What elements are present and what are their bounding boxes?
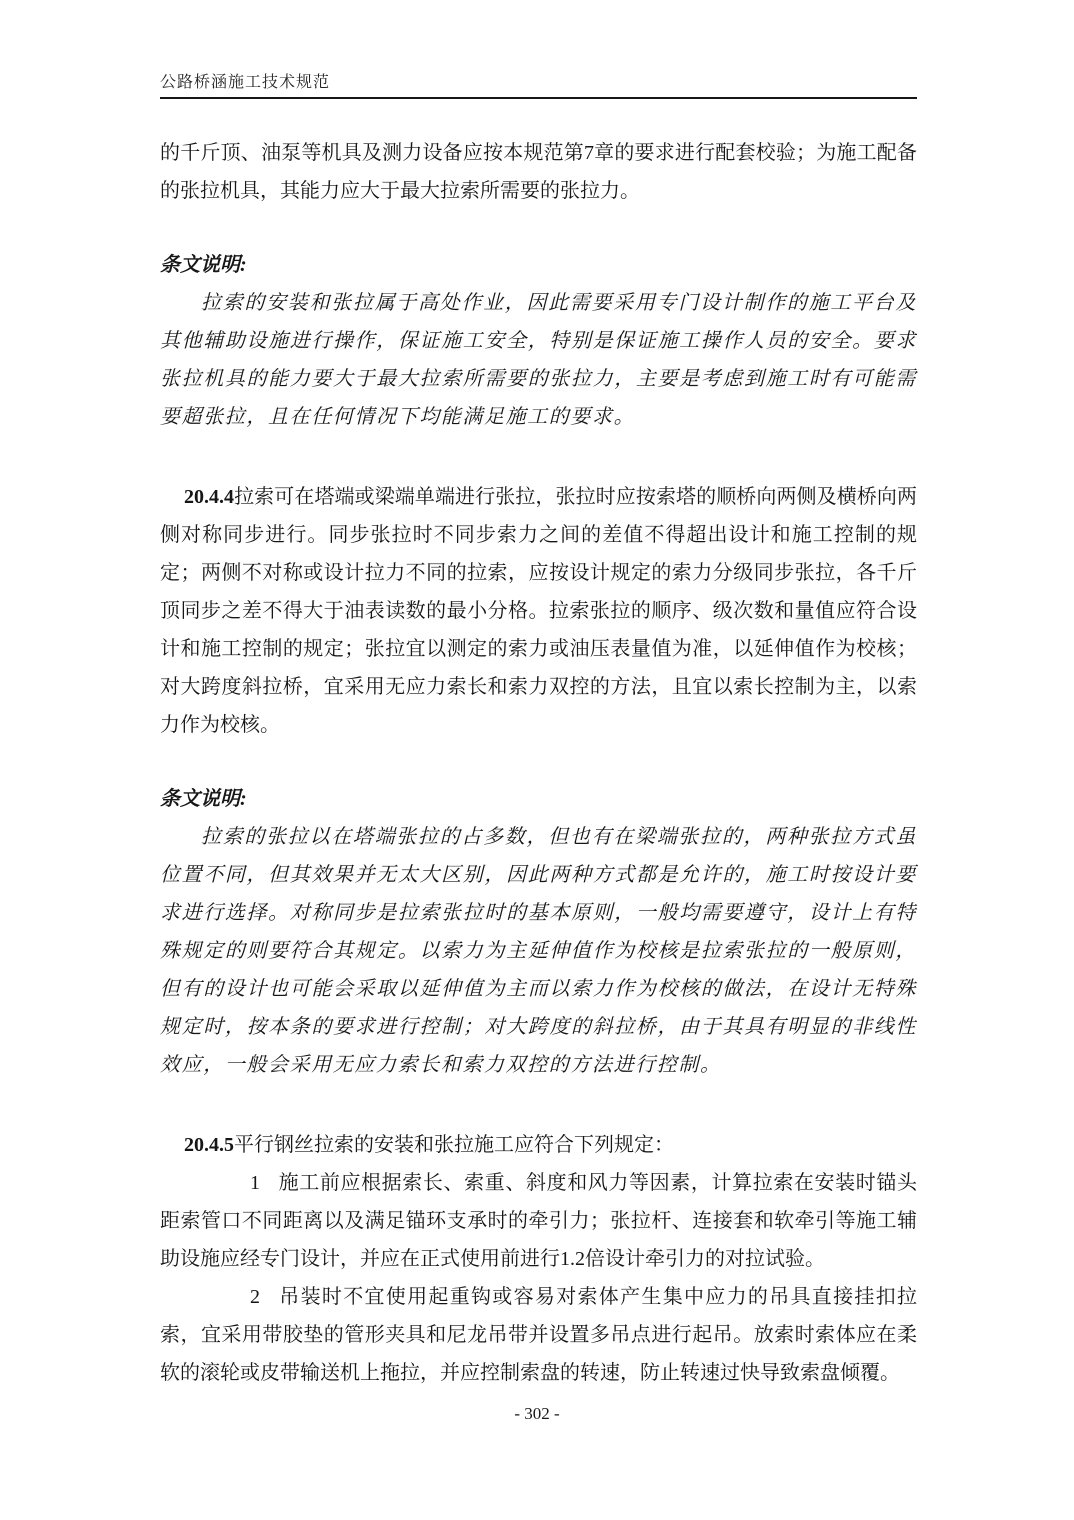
commentary-heading-2: 条文说明: <box>160 788 247 810</box>
item-text: 施工前应根据索长、索重、斜度和风力等因素，计算拉索在安装时锚头距索管口不同距离以及满足锚环支承时的牵引力；张拉杆、连接套和软牵引等施工辅助设施应经专门设计，并应在正式使用前进行1.2倍设计牵引力的对拉试验。 <box>160 1172 917 1270</box>
list-item-1 <box>160 1164 917 1278</box>
page-footer <box>0 1402 1074 1426</box>
clause-20-4-4 <box>160 478 917 744</box>
document-body <box>160 134 917 1392</box>
commentary-paragraph-1: 拉索的安装和张拉属于高处作业，因此需要采用专门设计制作的施工平台及其他辅助设施进行操作，保证施工安全，特别是保证施工操作人员的安全。要求张拉机具的能力要大于最大拉索所需要的张拉力，主要是考虑到施工时有可能需要超张拉，且在任何情况下均能满足施工的要求。 <box>160 292 917 428</box>
commentary-heading-1: 条文说明: <box>160 254 247 276</box>
list-item-2 <box>160 1278 917 1392</box>
item-number: 1 <box>250 1172 260 1194</box>
item-number: 2 <box>250 1286 260 1308</box>
page-header <box>160 74 917 99</box>
page-number: - 302 - <box>514 1404 560 1423</box>
clause-text: 平行钢丝拉索的安装和张拉施工应符合下列规定： <box>234 1134 674 1156</box>
header-title: 公路桥涵施工技术规范 <box>160 74 331 91</box>
clause-text: 拉索可在塔端或梁端单端进行张拉，张拉时应按索塔的顺桥向两侧及横桥向两侧对称同步进行。同步张拉时不同步索力之间的差值不得超出设计和施工控制的规定；两侧不对称或设计拉力不同的拉索，应按设计规定的索力分级同步张拉，各千斤顶同步之差不得大于油表读数的最小分格。拉索张拉的顺序、级次数和量值应符合设计和施工控制的规定；张拉宜以测定的索力或油压表量值为准，以延伸值作为校核；对大跨度斜拉桥，宜采用无应力索长和索力双控的方法，且宜以索长控制为主，以索力作为校核。 <box>160 486 917 736</box>
item-text: 吊装时不宜使用起重钩或容易对索体产生集中应力的吊具直接挂扣拉索，宜采用带胶垫的管形夹具和尼龙吊带并设置多吊点进行起吊。放索时索体应在柔软的滚轮或皮带输送机上拖拉，并应控制索盘的转速，防止转速过快导致索盘倾覆。 <box>160 1286 917 1384</box>
clause-20-4-5 <box>160 1126 917 1164</box>
clause-number: 20.4.4 <box>184 486 234 508</box>
commentary-paragraph-2: 拉索的张拉以在塔端张拉的占多数，但也有在梁端张拉的，两种张拉方式虽位置不同，但其效果并无太大区别，因此两种方式都是允许的，施工时按设计要求进行选择。对称同步是拉索张拉时的基本原则，一般均需要遵守，设计上有特殊规定的则要符合其规定。以索力为主延伸值作为校核是拉索张拉的一般原则，但有的设计也可能会采取以延伸值为主而以索力作为校核的做法，在设计无特殊规定时，按本条的要求进行控制；对大跨度的斜拉桥，由于其具有明显的非线性效应，一般会采用无应力索长和索力双控的方法进行控制。 <box>160 826 917 1076</box>
paragraph-continuation: 的千斤顶、油泵等机具及测力设备应按本规范第7章的要求进行配套校验；为施工配备的张拉机具，其能力应大于最大拉索所需要的张拉力。 <box>160 142 917 202</box>
clause-number: 20.4.5 <box>184 1134 234 1156</box>
